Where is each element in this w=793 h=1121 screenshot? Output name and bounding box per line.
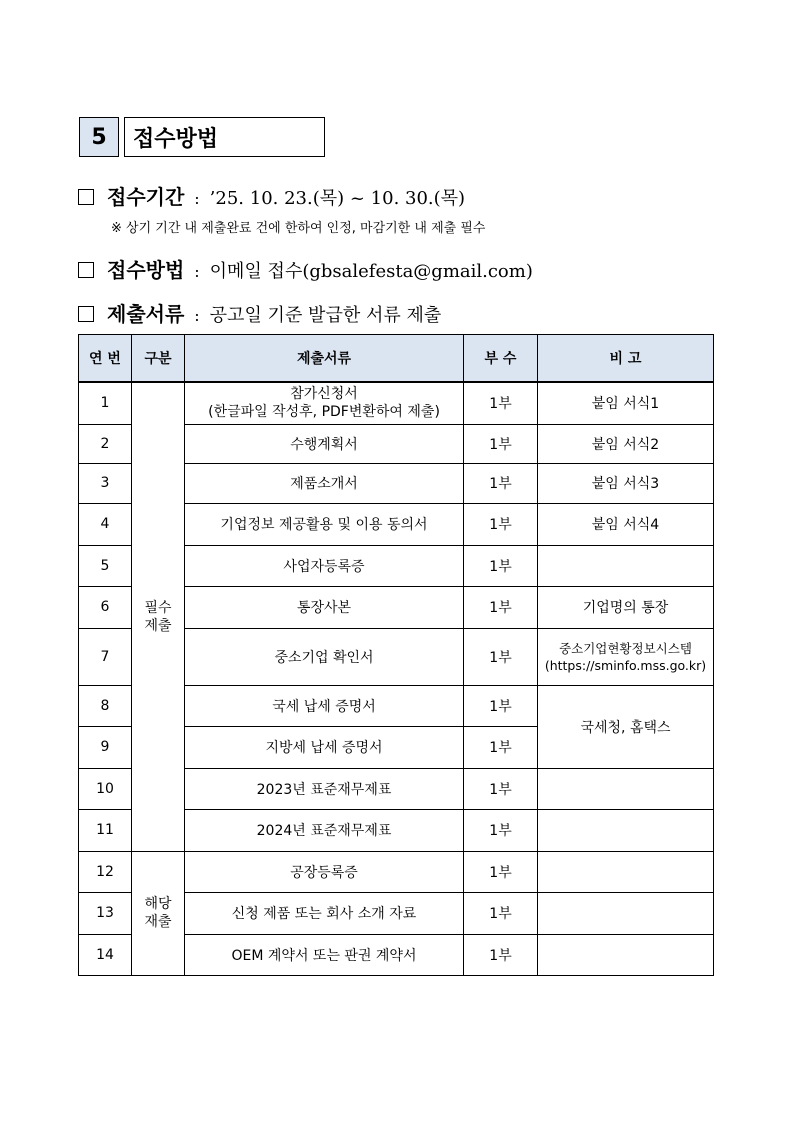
- row-remarks: [538, 545, 714, 586]
- row-copies: 1부: [464, 382, 538, 424]
- row-document: 수행계획서: [185, 424, 464, 463]
- table-header-row: [79, 335, 714, 383]
- row-document: 기업정보 제공활용 및 이용 동의서: [185, 503, 464, 545]
- row-remarks: 붙임 서식1: [538, 382, 714, 424]
- row-remarks: 국세청, 홈택스: [538, 685, 714, 768]
- row-no: 4: [79, 503, 132, 545]
- row-remarks: [538, 934, 714, 975]
- header-category: 구분: [132, 335, 185, 383]
- row-no: 3: [79, 463, 132, 503]
- row-remarks: 기업명의 통장: [538, 586, 714, 628]
- row-remarks: 붙임 서식3: [538, 463, 714, 503]
- row-remarks: [538, 809, 714, 851]
- header-no: 연 번: [79, 335, 132, 383]
- group-applicable: 해당 재출: [132, 851, 185, 975]
- row-no: 2: [79, 424, 132, 463]
- item-label: 접수기간: [107, 185, 185, 209]
- checkbox-square-icon: [78, 262, 94, 278]
- section-title: 접수방법: [124, 117, 325, 157]
- period-note: ※ 상기 기간 내 제출완료 건에 한하여 인정, 마감기한 내 제출 필수: [111, 221, 486, 236]
- row-copies: 1부: [464, 463, 538, 503]
- row-remarks: 붙임 서식2: [538, 424, 714, 463]
- row-document: 통장사본: [185, 586, 464, 628]
- row-document: 사업자등록증: [185, 545, 464, 586]
- item-method: [78, 254, 533, 283]
- row-remarks: 중소기업현황정보시스템 (https://sminfo.mss.go.kr): [538, 628, 714, 685]
- row-remarks: [538, 851, 714, 892]
- section-header: [79, 117, 325, 157]
- row-copies: 1부: [464, 851, 538, 892]
- row-document: 지방세 납세 증명서: [185, 726, 464, 768]
- header-copies: 부 수: [464, 335, 538, 383]
- row-copies: 1부: [464, 934, 538, 975]
- row-document: 2023년 표준재무제표: [185, 768, 464, 809]
- item-period: [78, 181, 465, 210]
- row-no: 12: [79, 851, 132, 892]
- item-colon: :: [194, 262, 200, 281]
- row-no: 14: [79, 934, 132, 975]
- row-document: 공장등록증: [185, 851, 464, 892]
- row-copies: 1부: [464, 628, 538, 685]
- checkbox-square-icon: [78, 189, 94, 205]
- table-row: [79, 382, 714, 424]
- row-copies: 1부: [464, 586, 538, 628]
- row-document: 2024년 표준재무제표: [185, 809, 464, 851]
- row-no: 8: [79, 685, 132, 726]
- row-copies: 1부: [464, 503, 538, 545]
- row-no: 1: [79, 382, 132, 424]
- item-value: ’25. 10. 23.(목) ~ 10. 30.(목): [209, 188, 466, 209]
- row-remarks: [538, 768, 714, 809]
- item-documents: [78, 298, 441, 327]
- row-document: 중소기업 확인서: [185, 628, 464, 685]
- row-no: 11: [79, 809, 132, 851]
- row-copies: 1부: [464, 892, 538, 934]
- row-remarks: [538, 892, 714, 934]
- row-document: OEM 계약서 또는 판권 계약서: [185, 934, 464, 975]
- documents-table: [78, 334, 714, 976]
- item-colon: :: [194, 189, 200, 208]
- table-row: [79, 851, 714, 892]
- group-required: 필수 제출: [132, 382, 185, 851]
- header-document: 제출서류: [185, 335, 464, 383]
- item-label: 제출서류: [107, 302, 185, 326]
- row-document: 국세 납세 증명서: [185, 685, 464, 726]
- row-copies: 1부: [464, 768, 538, 809]
- row-document: 참가신청서 (한글파일 작성후, PDF변환하여 제출): [185, 382, 464, 424]
- row-no: 5: [79, 545, 132, 586]
- row-copies: 1부: [464, 424, 538, 463]
- row-no: 7: [79, 628, 132, 685]
- row-no: 10: [79, 768, 132, 809]
- row-no: 6: [79, 586, 132, 628]
- item-label: 접수방법: [107, 258, 185, 282]
- row-no: 9: [79, 726, 132, 768]
- row-remarks: 붙임 서식4: [538, 503, 714, 545]
- row-document: 신청 제품 또는 회사 소개 자료: [185, 892, 464, 934]
- checkbox-square-icon: [78, 306, 94, 322]
- item-value: 공고일 기준 발급한 서류 제출: [209, 305, 442, 326]
- row-copies: 1부: [464, 726, 538, 768]
- row-copies: 1부: [464, 809, 538, 851]
- header-remarks: 비 고: [538, 335, 714, 383]
- row-copies: 1부: [464, 685, 538, 726]
- item-colon: :: [194, 306, 200, 325]
- section-number: 5: [79, 117, 119, 157]
- row-copies: 1부: [464, 545, 538, 586]
- row-document: 제품소개서: [185, 463, 464, 503]
- row-no: 13: [79, 892, 132, 934]
- item-value: 이메일 접수(gbsalefesta@gmail.com): [209, 261, 533, 282]
